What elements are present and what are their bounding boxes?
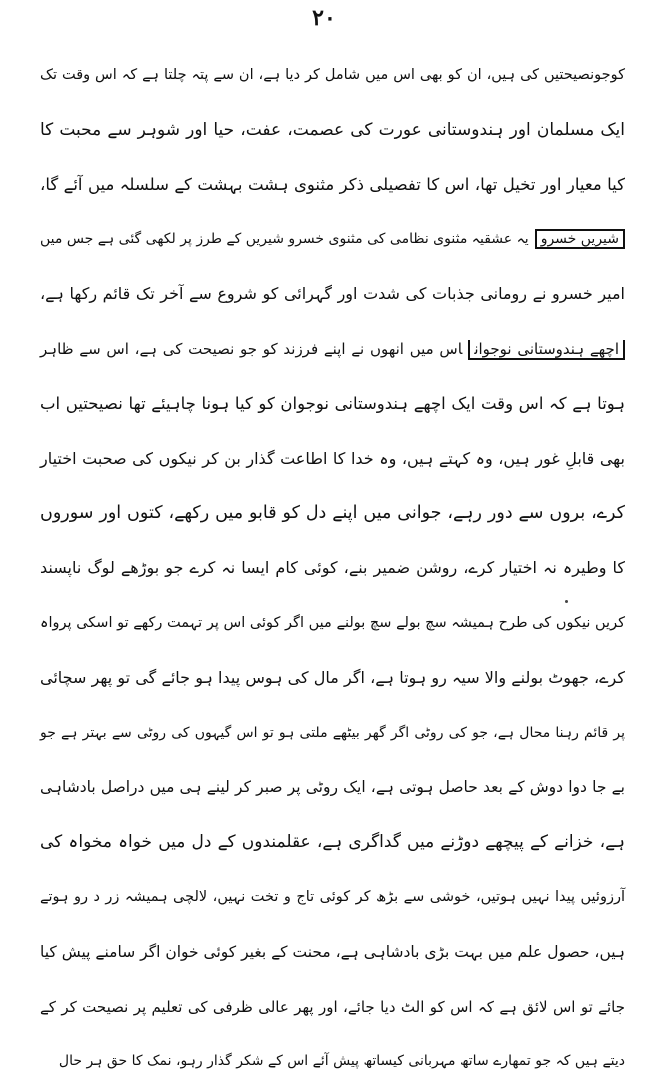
line-text: ہوتا ہے کہ اس وقت ایک اچھے ہندوستانی نوجوان کو کیا ہونا چاہیئے تھا نصیحتیں اب: [40, 393, 625, 413]
line-text: پر قائم رہنا محال ہے، جو کی روٹی اگر گھر بیٹھے ملتی ہو تو اس گیہوں کی روٹی سے بہتر ہے جو: [40, 724, 625, 741]
text-line: [40, 651, 625, 706]
line-text: کوجونصیحتیں کی ہیں، ان کو بھی اس میں شامل کر دیا ہے، ان سے پتہ چلتا ہے کہ اس وقت تک: [40, 67, 625, 83]
line-text: ایک مسلمان اور ہندوستانی عورت کی عصمت، عفت، حیا اور شوہر سے محبت کا: [40, 119, 625, 140]
line-text: آرزوئیں پیدا نہیں ہوتیں، خوشی سے بڑھ کر کوئی تاج و تخت نہیں، لالچی ہمیشہ زر د رو ہوتے: [40, 888, 625, 905]
line-text: کرے، بروں سے دور رہے، جوانی میں اپنے دل کو قابو میں رکھے، کتوں اور سوروں: [40, 503, 625, 524]
line-text: اس میں انھوں نے اپنے فرزند کو جو نصیحت کی ہے، اس سے ظاہر: [40, 339, 463, 358]
text-line: [40, 870, 625, 925]
line-text: کرے، جھوٹ بولنے والا سیہ رو ہوتا ہے، اگر مال کی ہوس پیدا ہو جائے گی تو پھر سچائی: [40, 667, 625, 687]
text-line: [40, 48, 625, 103]
text-line: [40, 925, 625, 980]
line-text: یہ عشقیہ مثنوی نظامی کی مثنوی خسرو شیریں کے طرز پر لکھی گئی ہے جس میں: [40, 231, 529, 248]
line-text: بھی قابلِ غور ہیں، وہ کہتے ہیں، وہ خدا کا اطاعت گذار بن کر نیکوں کی صحبت اختیار: [40, 448, 625, 468]
text-line: [40, 158, 625, 213]
text-line: [40, 322, 625, 377]
line-text: دیتے ہیں کہ جو تمھارے ساتھ مہربانی کیساتھ پیش آئے اس کے شکر گذار رہو، نمک کا حق ہر حال: [58, 1053, 625, 1070]
text-line: [40, 815, 625, 870]
text-line: [40, 980, 625, 1035]
text-line: [40, 760, 625, 815]
line-text: بے جا دوا دوش کے بعد حاصل ہوتی ہے، ایک روٹی پر صبر کر لینے ہی میں دراصل بادشاہی: [40, 778, 625, 797]
ink-speck: [565, 600, 568, 603]
body-text: [40, 48, 625, 1089]
text-line: [40, 103, 625, 158]
line-text: ہے، خزانے کے پیچھے دوڑنے میں گداگری ہے، عقلمندوں کے دل میں خواہ مخواہ کی: [40, 832, 625, 853]
text-line: [40, 377, 625, 432]
line-text: امیر خسرو نے رومانی جذبات کی شدت اور گہرائی کو شروع سے آخر تک قائم رکھا ہے،: [40, 284, 625, 304]
line-text: کریں نیکوں کی طرح ہمیشہ سچ بولے سچ بولنے میں اگر کوئی اس پر تہمت رکھے تو اسکی پرواہ: [40, 614, 625, 631]
margin-heading: اچھے ہندوستانی نوجوان: [468, 340, 625, 360]
text-line: [40, 212, 625, 267]
text-line: [40, 432, 625, 487]
text-line: [40, 1034, 625, 1089]
margin-heading: شیریں خسرو: [535, 229, 625, 249]
text-line: [40, 596, 625, 651]
text-line: [40, 541, 625, 596]
line-text: کا وطیرہ نہ اختیار کرے، روشن ضمیر بنے، کوئی کام ایسا نہ کرے جو بوڑھے لوگ ناپسند: [40, 558, 625, 578]
text-line: [40, 486, 625, 541]
page-number: ۲۰: [312, 5, 336, 31]
line-text: جائے تو اس لائق ہے کہ اس کو الٹ دیا جائے، اور پھر عالی ظرفی کی تعلیم پر نصیحت کر کے: [40, 997, 625, 1016]
text-line: [40, 267, 625, 322]
line-text: ہیں، حصول علم میں بہت بڑی بادشاہی ہے، محنت کے بغیر کوئی خوان اگر سامنے پیش کیا: [40, 942, 625, 961]
text-line: [40, 706, 625, 761]
line-text: کیا معیار اور تخیل تھا، اس کا تفصیلی ذکر مثنوی ہشت بہشت کے سلسلہ میں آئے گا،: [40, 174, 625, 194]
